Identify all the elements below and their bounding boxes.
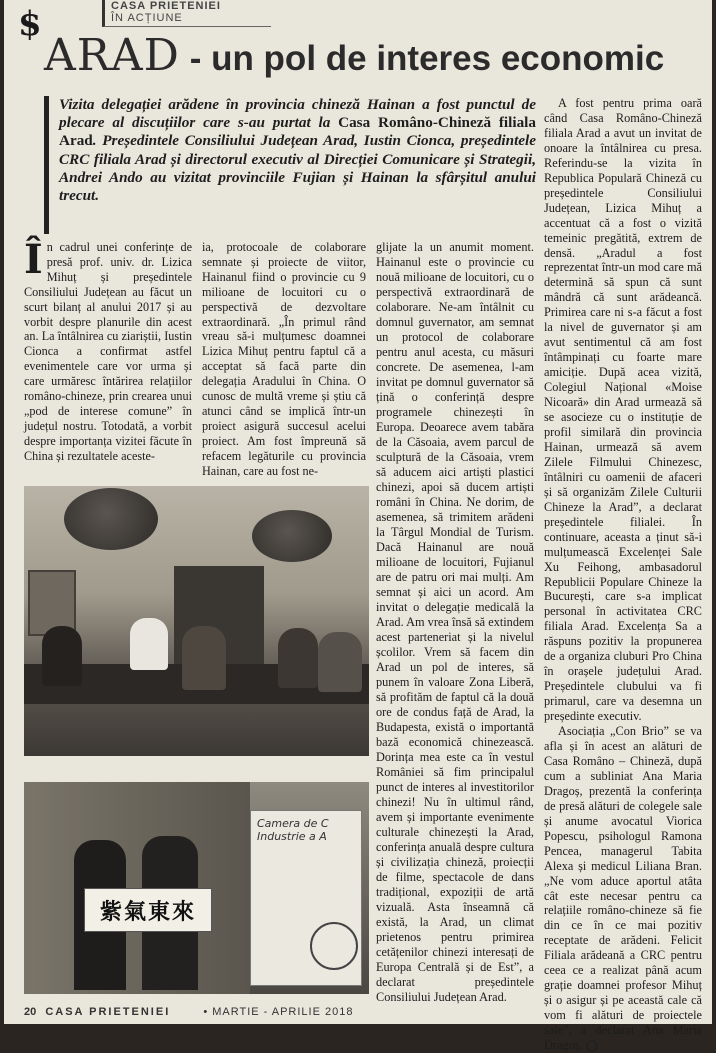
person-2 (130, 618, 168, 670)
photo-banner-presentation (24, 782, 369, 994)
person-4 (278, 628, 318, 688)
lead-part1: Vizita delegației arădene în provincia chineză Hainan a fost punctul de plecare al discuțiilor care s-au purtat la (59, 96, 536, 132)
column-4-paragraph-1: A fost pentru prima oară când Casa Româno-Chineză filiala Arad a avut un invitat de onoare la întâlnirea cu presa. Referindu-se la vizita în Republica Populară Chineză cu președintele Consiliului Județean, Lizica Mihuț a accentuat că a fost o vizită temeinic pregătită, extrem de densă. „Aradul a fost reprezentat într-un mod care mă determină să spun că sunt mândră că sunt arădeancă. Primirea care ni s-a făcut a fost la nivel de guvernator și am avut sentimentul că am fost întâmpinați cu foarte mare amiciție. După acea vizită, Colegiul Național «Moise Nicoară» din Arad urmează să se asocieze cu o instituție de profil similară din provincia Hainan, urmează să avem Zilele Filmului Chinezesc, întâlniri cu oamenii de afaceri și să organizăm Zilele Culturii Chineze la Arad”, a declarat președintele filialei. În continuare, aceasta a ținut să-i mulțumească Excelenței Sale Xu Feihong, ambasadorul Republicii Populare Chineze la București, care s-a implicat personal în activitatea CRC filiala Arad. Excelența Sa a răspuns pozitiv la propunerea de a organiza cluburi Pro China în orașele județului Arad. Președintele clubului va fi primarul, care va desemna un președinte executiv. (544, 96, 702, 724)
column-3-text: glijate la un anumit moment. Hainanul este o provincie cu nouă milioane de locuitori, cu o perspectivă extraordinară de colaborare. Ne-am întâlnit cu domnul guvernator, am semnat un protocol de colaborare pentru anul acesta, cu măsuri concrete. De asemenea, l-am invitat pe domnul guvernator să țină o conferință despre programele chinezești în Europa. Deoarece avem tabăra de la Căsoaia, avem parcul de sculptură de la Căsoaia, vrem să aducem aici artiști plastici chinezi, apoi să ducem artiști români în China. Ne dorim, de asemenea, să trimitem arădeni la Târgul Mondial de Turism. Dacă Hainanul are nouă milioane de locuitori, Fujianul are de patru ori mai mulți. Am semnat și aici un acord. Am invitat o delegație medicală la Arad. Am vrea însă să extindem acest parteneriat și la nivelul școlilor. Vrem să facem din Arad un pol de interes, să punem în valoare Zona Liberă, să profităm de faptul că la două ore de condus față de Arad, la Budapesta, există o importantă bază economică chinezească. Dorința mea este ca în vestul României să fim principalul punct de interes al investitorilor chinezi! Nu în ultimul rând, avem și importante evenimente culturale chinezești la Arad, conferința anuală despre cultura și civilizația chineză, proiecții de filme, spectacole de dans tradițional, expoziții de artă vizuală. Asta înseamnă că există, la Arad, un climat prietenos pentru primirea cetățenilor chinezi interesați de Europa Centrală și de Est”, a declarat președintele Consiliului Județean Arad. (376, 240, 534, 1004)
lead-part2: . Președintele Consiliului Județean Arad, Iustin Cionca, președintele CRC filiala Arad și directorul executiv al Direcției Comunicare și Strategii, Andrei Ando au vizitat provinciile Fujian și Hainan la sfârșitul anului trecut. (59, 132, 536, 205)
article-title (44, 30, 664, 81)
person-3 (182, 626, 226, 690)
article-column-1 (24, 236, 192, 482)
column-4-paragraph-2-text: Asociația „Con Brio” se va afla și în acest an alături de Casa Româno – Chineză, după cum a subliniat Ana Maria Dragoș, prezentă la conferința de presă alături de colegele sale și anume avocatul Viorica Popescu, psihologul Ramona Pencea, managerul Tabita Alexa și medicul Liliana Bran. „Ne vom aduce aportul atâta cât este necesar pentru ca relațiile româno-chineze să fie din ce în ce mai pozitiv receptate de arădeni. Felicit Filiala arădeană a CRC pentru ceea ce a realizat până acum grație doamnei profesor Mihuț și o asigur și pe această cale că vom fi alături de proiectele sale”, a declarat Ana Maria Dragoș. (544, 724, 702, 1053)
lead-org: Casa Româno-Chineză filiala Arad (59, 114, 536, 150)
chamber-sign: Camera de C Industrie a A (250, 810, 362, 986)
person-5 (318, 632, 362, 692)
issue-date: • MARTIE - APRILIE 2018 (203, 1006, 354, 1018)
magazine-name: CASA PRIETENIEI (45, 1006, 171, 1018)
lead-paragraph (44, 96, 536, 234)
seal-emblem (310, 922, 358, 970)
photo-press-conference (24, 486, 369, 756)
person-1 (42, 626, 82, 686)
title-subtitle: - un pol de interes economic (179, 39, 665, 78)
section-line1: CASA PRIETENIEI (111, 0, 221, 12)
page-number: 20 (24, 1006, 37, 1018)
title-city: ARAD (44, 30, 180, 81)
article-column-3 (376, 240, 534, 1004)
article-column-4 (544, 96, 702, 1053)
column-4-paragraph-2 (544, 724, 702, 1053)
lantern-right (252, 510, 332, 562)
end-mark-icon (586, 1040, 598, 1052)
article-column-2 (202, 240, 366, 482)
page-footer (24, 1006, 704, 1018)
drop-cap: Î (24, 236, 43, 283)
lantern-left (64, 488, 158, 550)
section-mark: $ (18, 4, 42, 44)
column-2-text: ia, protocoale de colaborare semnate și proiecte de viitor, Hainanul fiind o provincie cu 9 milioane de locuitori cu o perspectivă de dezvoltare extraordinară. „În primul rând vreau să-i mulțumesc doamnei Lizica Mihuț pentru faptul că a acceptat să facă parte din delegația Aradului în China. O cunosc de multă vreme și știu că atunci când se implică într-un proiect asigură succesul acelui proiect. Am fost împreună să refacem legăturile cu provincia Hainan, care au fost ne- (202, 240, 366, 478)
section-header (102, 0, 271, 27)
magazine-page (4, 0, 712, 1053)
column-1-text: n cadrul unei conferințe de presă prof. univ. dr. Lizica Mihuț și președintele Consiliului Județean au făcut un scurt bilanț al anului 2017 și au vorbit despre planurile din acest an. La întâlnirea cu ziariștii, Iustin Cionca a confirmat astfel evenimentele care vor urma și care urmăresc întărirea relațiilor româno-chineze, prin crearea unui „pod de interese comune” în județul nostru. Totodată, a vorbit despre importanța vizitei făcute în China și rezultatele aceste- (24, 240, 192, 463)
calligraphy-banner: 紫氣東來 (84, 888, 212, 932)
section-line2: ÎN ACȚIUNE (111, 12, 183, 24)
